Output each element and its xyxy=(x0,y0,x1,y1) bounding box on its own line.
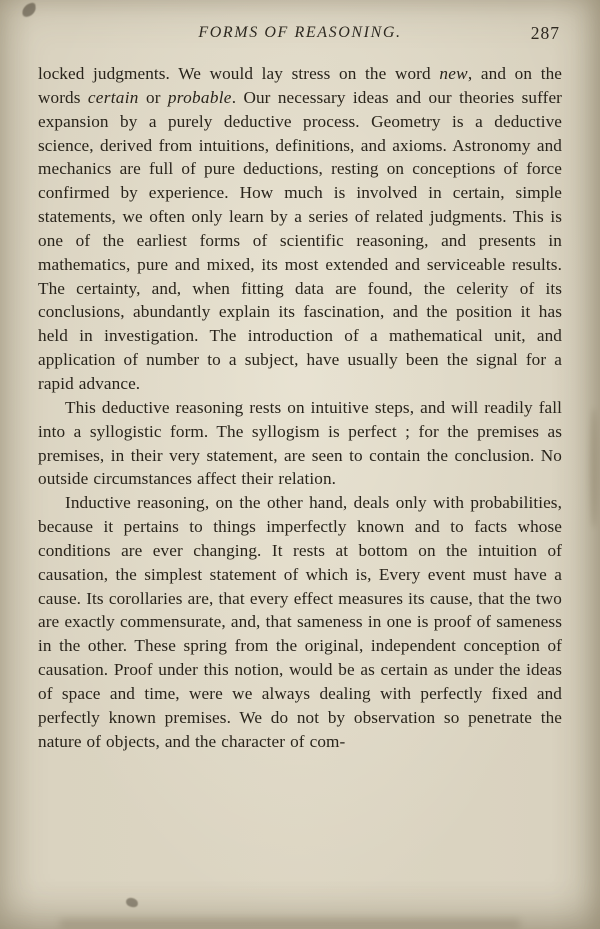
paragraph xyxy=(38,491,562,753)
paragraph xyxy=(38,396,562,491)
italic-text-segment: certain xyxy=(87,87,139,107)
text-segment: This deductive reasoning rests on intuitive steps, and will readily fall into a syllogistic form. The syllogism is perfect ; for the premises as premises, in their very statement, are seen to contain the conclusion. No outside circumstances affect their relation. xyxy=(38,397,562,489)
text-segment: Inductive reasoning, on the other hand, deals only with probabilities, because it pertains to things imperfectly known and to facts whose conditions are ever changing. It rests at bottom on the intuition of causation, the simplest statement of which is, Every event must have a cause. Its corollaries are, that every effect measures its cause, that the two are exactly commensurate, and, that sameness in one is proof of sameness in the other. These spring from the original, independent conception of causation. Proof under this notion, would be as certain as under the ideas of space and time, were we always dealing with perfectly fixed and perfectly known premises. We do not by observation so penetrate the nature of objects, and the character of com- xyxy=(38,493,562,751)
ink-smudge-top-left xyxy=(22,2,37,19)
page-number: 287 xyxy=(530,23,560,43)
paragraph xyxy=(38,62,562,396)
text-segment: , and on the words xyxy=(38,64,562,107)
scan-shadow-bottom xyxy=(60,919,520,929)
page-title: FORMS OF REASONING. xyxy=(198,24,402,41)
ink-smudge-bottom xyxy=(125,897,138,908)
text-segment: locked judgments. We would lay stress on the word xyxy=(38,64,440,83)
ink-smudge-right-edge xyxy=(590,408,598,528)
page-body xyxy=(38,62,562,753)
italic-text-segment: new xyxy=(439,64,468,83)
text-segment: . Our necessary ideas and our theories suffer expansion by a purely deductive process. Geometry is a deductive science, derived from intuitions, definitions, and axioms. Astronomy and mechanics are full of pure deductions, resting on conceptions of force confirmed by experience. How much is involved in certain, simple statements, we often only learn by a series of related judgments. This is one of the earliest forms of scientific reasoning, and presents in mathematics, pure and mixed, its most extended and serviceable results. The certainty, and, when fitting data are found, the celerity of its conclusions, abundantly explain its fascination, and the position it has held in investigation. The introduction of a mathematical unit, and application of number to a subject, have usually been the signal for a rapid advance. xyxy=(38,87,563,393)
running-head xyxy=(0,24,600,48)
text-segment: or xyxy=(138,87,168,107)
italic-text-segment: probable xyxy=(167,87,232,107)
